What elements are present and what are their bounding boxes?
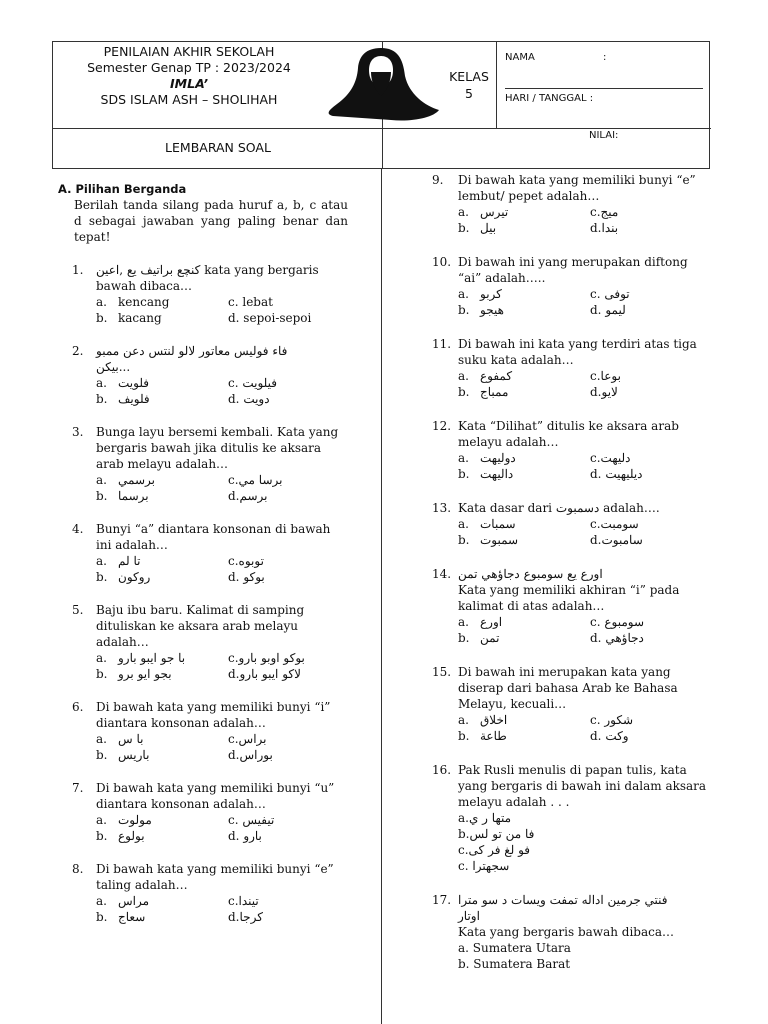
option-text[interactable]: c.برسا مي [228, 473, 283, 487]
option-text[interactable]: با جو ايبو بارو [118, 651, 186, 665]
option-text[interactable]: سمبوت [480, 533, 519, 547]
option-text[interactable]: سمبات [480, 517, 516, 531]
option-row [96, 828, 348, 844]
option-letter[interactable]: a. [96, 295, 107, 309]
option-letter[interactable]: b. [458, 221, 470, 235]
option-text[interactable]: d. دجاؤهي [590, 631, 644, 645]
option-text[interactable]: c. توفى [590, 287, 630, 301]
question-number: 4. [72, 522, 84, 536]
question [72, 780, 348, 844]
question-text: Di bawah kata yang memiliki bunyi “e” [458, 173, 696, 187]
question-text: ini adalah… [96, 538, 168, 552]
option-text[interactable]: داليهت [480, 467, 514, 481]
option-row [458, 466, 708, 482]
school-name: SDS ISLAM ASH – SHOLIHAH [100, 92, 278, 107]
option-row [458, 368, 708, 384]
option-text[interactable]: kencang [118, 295, 170, 309]
option-text[interactable]: بولوع [118, 829, 145, 843]
option-text[interactable]: d.سامبوت [590, 533, 643, 547]
option-text[interactable]: با س [118, 732, 144, 746]
question-text: melayu adalah . . . [458, 795, 570, 809]
option-text[interactable]: c.دليهت [590, 451, 631, 465]
option-letter[interactable]: a. [458, 451, 469, 465]
question-number: 12. [432, 419, 452, 433]
question-text: Baju ibu baru. Kalimat di samping [96, 603, 305, 617]
option-row [96, 747, 348, 763]
option-letter[interactable]: a. [458, 713, 469, 727]
option-text[interactable]: فلويف [118, 392, 150, 406]
question [72, 262, 348, 326]
option-row [96, 391, 348, 407]
option-row [458, 302, 708, 318]
question-text: diantara konsonan adalah… [96, 716, 266, 730]
option-text[interactable]: تا لم [118, 554, 141, 568]
option-row [96, 650, 348, 666]
option-text[interactable]: c. شكور [590, 713, 634, 727]
question-text: Di bawah ini merupakan kata yang [458, 665, 671, 679]
question-number: 5. [72, 603, 84, 617]
question-text: taling adalah… [96, 878, 188, 892]
option-text[interactable]: مولوت [118, 813, 152, 827]
option-row [458, 384, 708, 400]
question [72, 343, 348, 407]
option-text[interactable]: روكون [118, 570, 151, 584]
question-text: Di bawah kata yang memiliki bunyi “e” [96, 862, 334, 876]
option-letter[interactable]: b. [458, 533, 470, 547]
option-text[interactable]: d. بوكو [228, 570, 265, 584]
option-text[interactable]: برسمي [118, 473, 155, 487]
question-text: Bunga layu bersemi kembali. Kata yang [96, 425, 339, 439]
question-text: adalah… [96, 635, 149, 649]
option-text[interactable]: باريس [118, 748, 150, 762]
option-row [96, 666, 348, 682]
kelas-value: 5 [465, 86, 473, 101]
option-letter[interactable]: a. [96, 732, 107, 746]
question-text: bawah dibaca… [96, 279, 193, 293]
question-number: 17. [432, 893, 452, 907]
option-text[interactable]: تيرس [480, 205, 509, 219]
option-text[interactable]: c.براس [228, 732, 267, 746]
question [432, 336, 708, 400]
left-column [58, 181, 348, 245]
option-letter[interactable]: b. [458, 303, 470, 317]
option-row [96, 909, 348, 925]
option-text[interactable]: c.ميج [590, 205, 619, 219]
option-letter[interactable]: b. [458, 385, 470, 399]
question-text: Kata dasar dari دسمبوت adalah…. [458, 501, 660, 515]
question-text: lembut/ pepet adalah… [458, 189, 600, 203]
nama-colon: : [603, 52, 607, 63]
question-number: 15. [432, 665, 452, 679]
question-text: كنچع براتيف يع ,اعين kata yang bergaris [96, 263, 319, 277]
subject: IMLA’ [170, 76, 208, 91]
question-number: 6. [72, 700, 84, 714]
option-letter[interactable]: b. [96, 311, 108, 325]
option-text[interactable]: d.بوراس [228, 748, 273, 762]
class-box [441, 68, 497, 102]
option-row [96, 553, 348, 569]
column-divider [381, 168, 382, 1024]
option-letter[interactable]: a. [96, 473, 107, 487]
option-row [96, 375, 348, 391]
question-text: Melayu, kecuali… [458, 697, 567, 711]
option-text[interactable]: d. دويت [228, 392, 270, 406]
question-number: 14. [432, 567, 452, 581]
option-text[interactable]: d. ديليهيت [590, 467, 643, 481]
option-text[interactable]: اخلاق [480, 713, 508, 727]
option-row [458, 204, 708, 220]
question-text: Di bawah kata yang memiliki bunyi “u” [96, 781, 335, 795]
question-text: Kata “Dilihat” ditulis ke aksara arab [458, 419, 679, 433]
question-text: bergaris bawah jika ditulis ke aksara [96, 441, 322, 455]
option-row [458, 532, 708, 548]
question-text: arab melayu adalah… [96, 457, 229, 471]
question [432, 500, 708, 548]
question-number: 13. [432, 501, 452, 515]
option-text[interactable]: سعاج [118, 910, 146, 924]
question-text: Bunyi “a” diantara konsonan di bawah [96, 522, 331, 536]
option-row [458, 630, 708, 646]
question-text: suku kata adalah… [458, 353, 574, 367]
option-row [458, 614, 708, 630]
option-row [458, 450, 708, 466]
option-letter[interactable]: b. [96, 667, 108, 681]
hijab-logo [321, 46, 441, 126]
question-number: 2. [72, 344, 84, 358]
question [432, 172, 708, 236]
option-letter[interactable]: b. [96, 748, 108, 762]
option-text[interactable]: kacang [118, 311, 162, 325]
instruction: Berilah tanda silang pada huruf a, b, c atau d sebagai jawaban yang paling benar dan tepat! [74, 198, 348, 244]
question [72, 602, 348, 682]
option-text[interactable]: دوليهت [480, 451, 516, 465]
option-text[interactable]: c.بوكو اوبو بارو [228, 651, 305, 665]
question-text: Di bawah kata yang memiliki bunyi “i” [96, 700, 331, 714]
question-text: Kata yang memiliki akhiran “i” pada [458, 583, 680, 597]
question [432, 566, 708, 646]
option-text[interactable]: c.بوعا [590, 369, 621, 383]
option-text[interactable]: d.بندا [590, 221, 619, 235]
question-text: Kata yang bergaris bawah dibaca… [458, 925, 675, 939]
option-row[interactable]: c. سجهترا [458, 859, 510, 873]
option-row[interactable]: c.فو لغ فر كى [458, 843, 531, 857]
option-text[interactable]: c. lebat [228, 295, 273, 309]
option-text[interactable]: d.كرجا [228, 910, 263, 924]
right-questions [432, 172, 708, 972]
question-number: 3. [72, 425, 84, 439]
option-row [96, 294, 348, 310]
option-text[interactable]: بيل [480, 221, 497, 235]
option-text[interactable]: هيجو [480, 303, 504, 317]
question-number: 11. [432, 337, 452, 351]
question-text: بيكن... [96, 360, 131, 374]
option-letter[interactable]: a. [458, 287, 469, 301]
option-letter[interactable]: b. [96, 570, 108, 584]
exam-title: PENILAIAN AKHIR SEKOLAH [103, 44, 275, 59]
option-row [458, 728, 708, 744]
option-text[interactable]: برسما [118, 489, 149, 503]
option-text[interactable]: c.سومبت [590, 517, 639, 531]
option-text[interactable]: d.لاكو ايبو بارو [228, 667, 301, 681]
option-letter[interactable]: b. [458, 729, 470, 743]
question-text: Di bawah ini yang merupakan diftong [458, 255, 688, 269]
question-text: diantara konsonan adalah… [96, 797, 266, 811]
left-questions [72, 262, 348, 925]
question [72, 424, 348, 504]
option-letter[interactable]: b. [458, 631, 470, 645]
option-row [458, 712, 708, 728]
option-letter[interactable]: b. [96, 392, 108, 406]
question-text: dituliskan ke aksara arab melayu [96, 619, 299, 633]
question-text: اوتار [458, 909, 480, 923]
option-text[interactable]: d.برسم [228, 489, 268, 503]
semester: Semester Genap TP : 2023/2024 [87, 60, 291, 75]
option-letter[interactable]: a. [458, 369, 469, 383]
option-row [96, 569, 348, 585]
question [72, 699, 348, 763]
question-number: 16. [432, 763, 452, 777]
question [72, 521, 348, 585]
option-row [96, 893, 348, 909]
option-letter[interactable]: a. [458, 205, 469, 219]
option-letter[interactable]: a. [96, 813, 107, 827]
option-text[interactable]: c.توبوه [228, 554, 264, 568]
question-text: اورع يع سومبوع دجاؤهي تمن [458, 567, 603, 581]
option-text[interactable]: كمفوع [480, 369, 513, 383]
option-row [96, 310, 348, 326]
option-text[interactable]: c. تيفيس [228, 813, 275, 827]
nilai-label: NILAI: [589, 130, 619, 141]
option-text[interactable]: كربو [480, 287, 502, 301]
option-row [96, 812, 348, 828]
option-text[interactable]: تمن [480, 631, 500, 645]
option-text[interactable]: d. ليمو [590, 303, 626, 317]
question-text: Pak Rusli menulis di papan tulis, kata [458, 763, 687, 777]
option-row [458, 286, 708, 302]
question-number: 9. [432, 173, 444, 187]
option-letter[interactable]: b. [96, 489, 108, 503]
option-letter[interactable]: a. [96, 376, 107, 390]
nama-field[interactable] [505, 88, 703, 89]
lembaran-soal: LEMBARAN SOAL [165, 140, 271, 155]
question-number: 1. [72, 263, 84, 277]
question [72, 861, 348, 925]
option-letter[interactable]: a. [458, 615, 469, 629]
option-text[interactable]: c.تيندا [228, 894, 259, 908]
option-row [458, 220, 708, 236]
question-text: yang bergaris di bawah ini dalam aksara [458, 779, 707, 793]
option-letter[interactable]: a. [96, 894, 107, 908]
header-table [52, 41, 710, 169]
option-row[interactable]: b.فا من تو لس [458, 827, 535, 841]
question-text: melayu adalah… [458, 435, 559, 449]
question-text: “ai” adalah….. [458, 271, 546, 285]
option-text[interactable]: c. فيلويت [228, 376, 278, 390]
option-text[interactable]: اورع [480, 615, 503, 629]
option-row[interactable]: a.متها ر ي [458, 811, 512, 825]
option-text[interactable]: d. بارو [228, 829, 262, 843]
question [432, 254, 708, 318]
option-text[interactable]: d. sepoi-sepoi [228, 311, 312, 325]
question-text: Di bawah ini kata yang terdiri atas tiga [458, 337, 697, 351]
question-number: 8. [72, 862, 84, 876]
question [432, 762, 708, 874]
option-text[interactable]: طاعة [480, 729, 507, 743]
option-text[interactable]: d.لايو [590, 385, 618, 399]
question-text: فنتي جرمين اداله تمفت ويسات د سو مترا [458, 893, 668, 907]
option-row [96, 488, 348, 504]
option-letter[interactable]: a. [96, 554, 107, 568]
question-text: فاء فوليس معاتور لالو لنتس دعن ممبو [96, 344, 288, 358]
option-text[interactable]: مراس [118, 894, 150, 908]
option-letter[interactable]: b. [96, 829, 108, 843]
option-row[interactable]: b. Sumatera Barat [458, 957, 571, 971]
option-text[interactable]: ممباج [480, 385, 509, 399]
option-row [96, 472, 348, 488]
option-text[interactable]: فلويت [118, 376, 150, 390]
option-row [458, 516, 708, 532]
question [432, 892, 708, 972]
question-text: kalimat di atas adalah… [458, 599, 605, 613]
question-number: 10. [432, 255, 452, 269]
question-text: diserap dari bahasa Arab ke Bahasa [458, 681, 678, 695]
option-row[interactable]: a. Sumatera Utara [458, 941, 571, 955]
option-row [96, 731, 348, 747]
option-letter[interactable]: b. [96, 910, 108, 924]
question [432, 418, 708, 482]
question [432, 664, 708, 744]
option-letter[interactable]: b. [458, 467, 470, 481]
option-text[interactable]: d. وكت [590, 729, 629, 743]
school-info [53, 44, 325, 108]
option-letter[interactable]: a. [96, 651, 107, 665]
section-title: A. Pilihan Berganda [58, 182, 187, 196]
option-text[interactable]: c. سومبوع [590, 615, 645, 629]
option-text[interactable]: بجو ايو برو [118, 667, 172, 681]
divider [53, 128, 711, 129]
hari-label: HARI / TANGGAL : [505, 93, 594, 104]
kelas-label: KELAS [449, 69, 489, 84]
nama-label: NAMA [505, 52, 535, 63]
question-number: 7. [72, 781, 84, 795]
option-letter[interactable]: a. [458, 517, 469, 531]
